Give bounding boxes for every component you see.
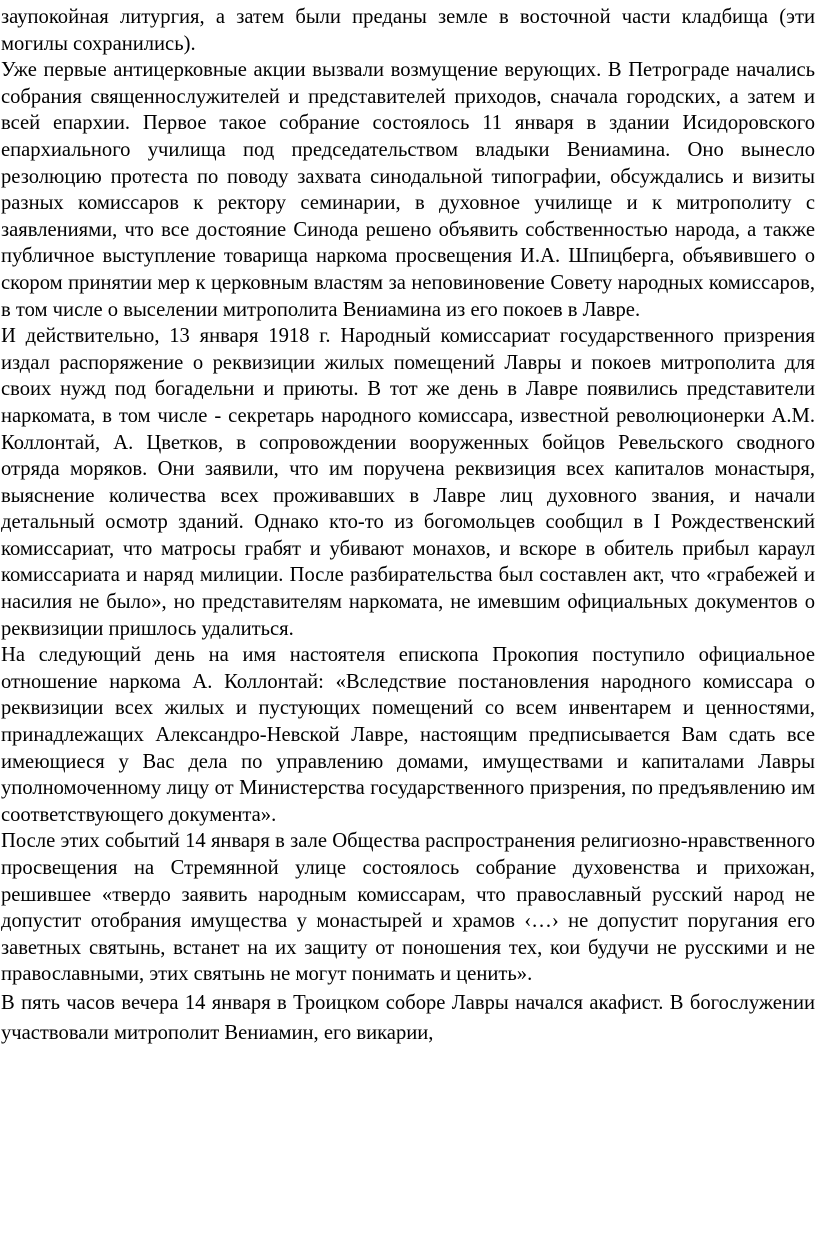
paragraph: заупокойная литургия, а затем были преданы земле в восточной части кладбища (эти могилы сохранились). xyxy=(1,6,815,55)
paragraph: И действительно, 13 января 1918 г. Народный комиссариат государственного призрения издал распоряжение о реквизиции жилых помещений Лавры и покоев митрополита для своих нужд под богадельни и приюты. В тот же день в Лавре появились представители наркомата, в том числе - секретарь народного комиссара, известной революционерки А.М. Коллонтай, А. Цветков, в сопровождении вооруженных бойцов Ревельского сводного отряда моряков. Они заявили, что им поручена реквизиция всех капиталов монастыря, выяснение количества всех проживавших в Лавре лиц духовного звания, и начали детальный осмотр зданий. Однако кто-то из богомольцев сообщил в I Рождественский комиссариат, что матросы грабят и убивают монахов, и вскоре в обитель прибыл караул комиссариата и наряд милиции. После разбирательства был составлен акт, что «грабежей и насилия не было», но представителям наркомата, не имевшим официальных документов о реквизиции пришлось удалиться. xyxy=(1,325,815,640)
paragraph: Уже первые антицерковные акции вызвали возмущение верующих. В Петрограде начались собрания священнослужителей и представителей приходов, сначала городских, а затем и всей епархии. Первое такое собрание состоялось 11 января в здании Исидоровского епархиального училища под председательством владыки Вениамина. Оно вынесло резолюцию протеста по поводу захвата синодальной типографии, обсуждались и визиты разных комиссаров к ректору семинарии, в духовное училище и к митрополиту с заявлениями, что все достояние Синода решено объявить собственностью народа, а также публичное выступление товарища наркома просвещения И.А. Шпицберга, объявившего о скором принятии мер к церковным властям за неповиновение Совету народных комиссаров, в том числе о выселении митрополита Вениамина из его покоев в Лавре. xyxy=(1,59,815,321)
document-body xyxy=(1,4,815,1048)
paragraph: В пять часов вечера 14 января в Троицком соборе Лавры начался акафист. В богослужении участвовали митрополит Вениамин, его викарии, xyxy=(1,991,815,1044)
paragraph: После этих событий 14 января в зале Общества распространения религиозно-нравственного просвещения на Стремянной улице состоялось собрание духовенства и прихожан, решившее «твердо заявить народным комиссарам, что православный русский народ не допустит отобрания имущества у монастырей и храмов ‹…› не допустит поругания его заветных святынь, встанет на их защиту от поношения тех, кои будучи не русскими и не православными, этих святынь не могут понимать и ценить». xyxy=(1,830,815,986)
paragraph: На следующий день на имя настоятеля епископа Прокопия поступило официальное отношение наркома А. Коллонтай: «Вследствие постановления народного комиссара о реквизиции всех жилых и пустующих помещений со всем инвентарем и ценностями, принадлежащих Александро-Невской Лавре, настоящим предписывается Вам сдать все имеющиеся у Вас дела по управлению домами, имуществами и капиталами Лавры уполномоченному лицу от Министерства государственного призрения, по предъявлению им соответствующего документа». xyxy=(1,644,815,826)
